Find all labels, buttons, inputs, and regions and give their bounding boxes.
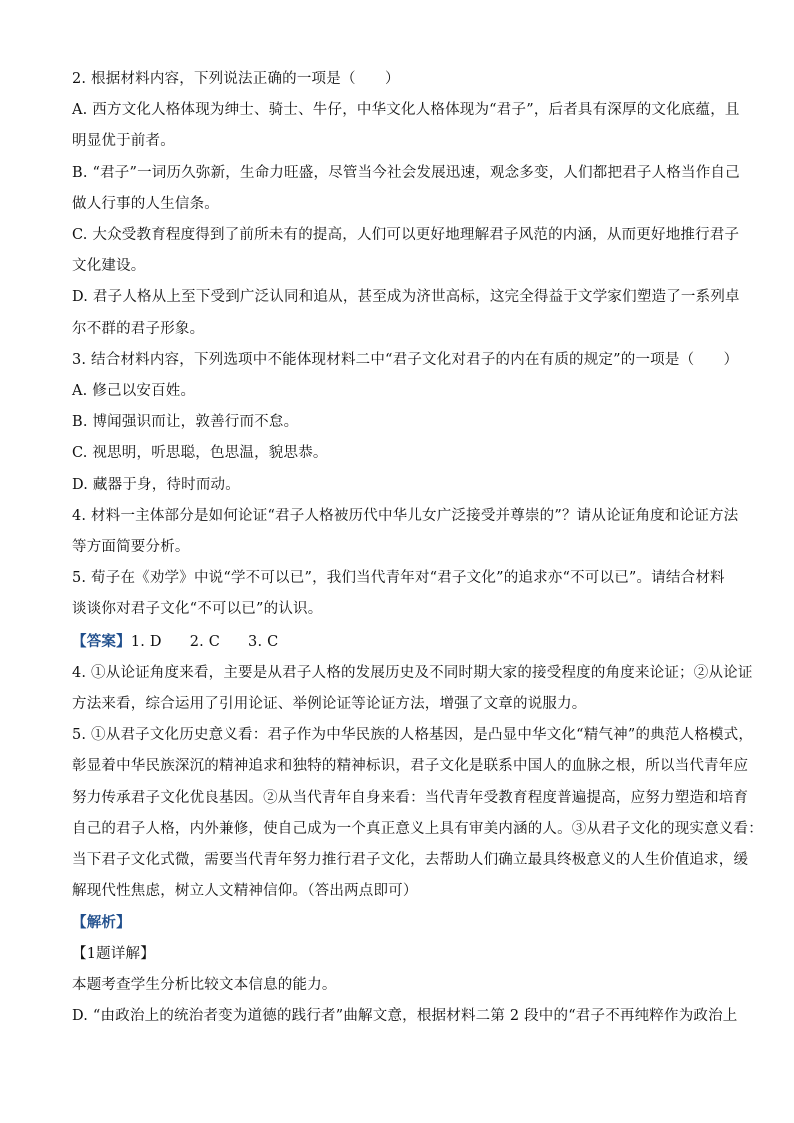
question-2-option-a-cont: 明显优于前者。	[72, 133, 175, 150]
question-5-cont: 谈谈你对君子文化“不可以已”的认识。	[72, 601, 323, 618]
question-2-option-c: C. 大众受教育程度得到了前所未有的提高，人们可以更好地理解君子风范的内涵，从而更好地推行君子	[72, 227, 740, 244]
question-2-option-b: B. “君子”一词历久弥新，生命力旺盛，尽管当今社会发展迅速，观念多变，人们都把君子人格当作自己	[72, 164, 740, 181]
answer-5-cont-5: 解现代性焦虑，树立人文精神信仰。（答出两点即可）	[72, 883, 418, 900]
answer-1: 1. D	[130, 633, 162, 650]
question-2-option-b-cont: 做人行事的人生信条。	[72, 195, 219, 212]
answer-3: 3. C	[248, 633, 279, 650]
detail-text: 本题考查学生分析比较文本信息的能力。	[72, 976, 337, 993]
question-3-option-b: B. 博闻强识而让，敦善行而不怠。	[72, 414, 299, 431]
detail-heading-1: 【1题详解】	[72, 945, 155, 962]
question-4-cont: 等方面简要分析。	[72, 539, 190, 556]
answer-5-cont-1: 彰显着中华民族深沉的精神追求和独特的精神标识，君子文化是联系中国人的血脉之根，所以当代青年应	[72, 758, 749, 775]
answer-2: 2. C	[189, 633, 221, 650]
question-2-option-d: D. 君子人格从上至下受到广泛认同和追从，甚至成为济世高标，这完全得益于文学家们塑造了一系列卓	[72, 289, 740, 306]
answer-line	[72, 626, 722, 658]
detail-option-d: D. “由政治上的统治者变为道德的践行者”曲解文意，根据材料二第 2 段中的“君子不再纯粹作为政治上	[72, 1008, 738, 1025]
answer-5-cont-4: 当下君子文化式微，需要当代青年努力推行君子文化，去帮助人们确立最具终极意义的人生价值追求，缓	[72, 852, 749, 869]
question-2-option-a: A. 西方文化人格体现为绅士、骑士、牛仔，中华文化人格体现为“君子”，后者具有深厚的文化底蕴，且	[72, 102, 740, 119]
question-3-stem: 3. 结合材料内容，下列选项中不能体现材料二中“君子文化对君子的内在有质的规定”的一项是（ ）	[72, 351, 739, 368]
question-2-stem: 2. 根据材料内容，下列说法正确的一项是（ ）	[72, 71, 400, 87]
question-4: 4. 材料一主体部分是如何论证“君子人格被历代中华儿女广泛接受并尊崇的”？请从论证角度和论证方法	[72, 507, 739, 524]
question-3-option-a: A. 修己以安百姓。	[72, 383, 196, 400]
answer-5-cont-2: 努力传承君子文化优良基因。②从当代青年自身来看：当代青年受教育程度普遍提高，应努力塑造和培育	[72, 789, 749, 806]
question-5: 5. 荀子在《劝学》中说“学不可以已”，我们当代青年对“君子文化”的追求亦“不可以已”。请结合材料	[72, 570, 725, 587]
question-2-option-c-cont: 文化建设。	[72, 258, 146, 275]
analysis-heading: 【解析】	[72, 914, 131, 932]
answer-5-cont-3: 自己的君子人格，内外兼修，使自己成为一个真正意义上具有审美内涵的人。③从君子文化的现实意义看：	[72, 820, 763, 837]
answer-4: 4. ①从论证角度来看，主要是从君子人格的发展历史及不同时期大家的接受程度的角度来论证；②从论证	[72, 664, 753, 681]
answer-tag: 【答案】	[72, 632, 131, 650]
answer-4-cont: 方法来看，综合运用了引用论证、举例论证等论证方法，增强了文章的说服力。	[72, 696, 587, 713]
question-2-option-d-cont: 尔不群的君子形象。	[72, 320, 205, 337]
question-3-option-c: C. 视思明，听思聪，色思温，貌思恭。	[72, 445, 328, 462]
question-3-option-d: D. 藏器于身，待时而动。	[72, 476, 240, 493]
answer-5: 5. ①从君子文化历史意义看：君子作为中华民族的人格基因，是凸显中华文化“精气神”的典范人格模式，	[72, 727, 754, 744]
